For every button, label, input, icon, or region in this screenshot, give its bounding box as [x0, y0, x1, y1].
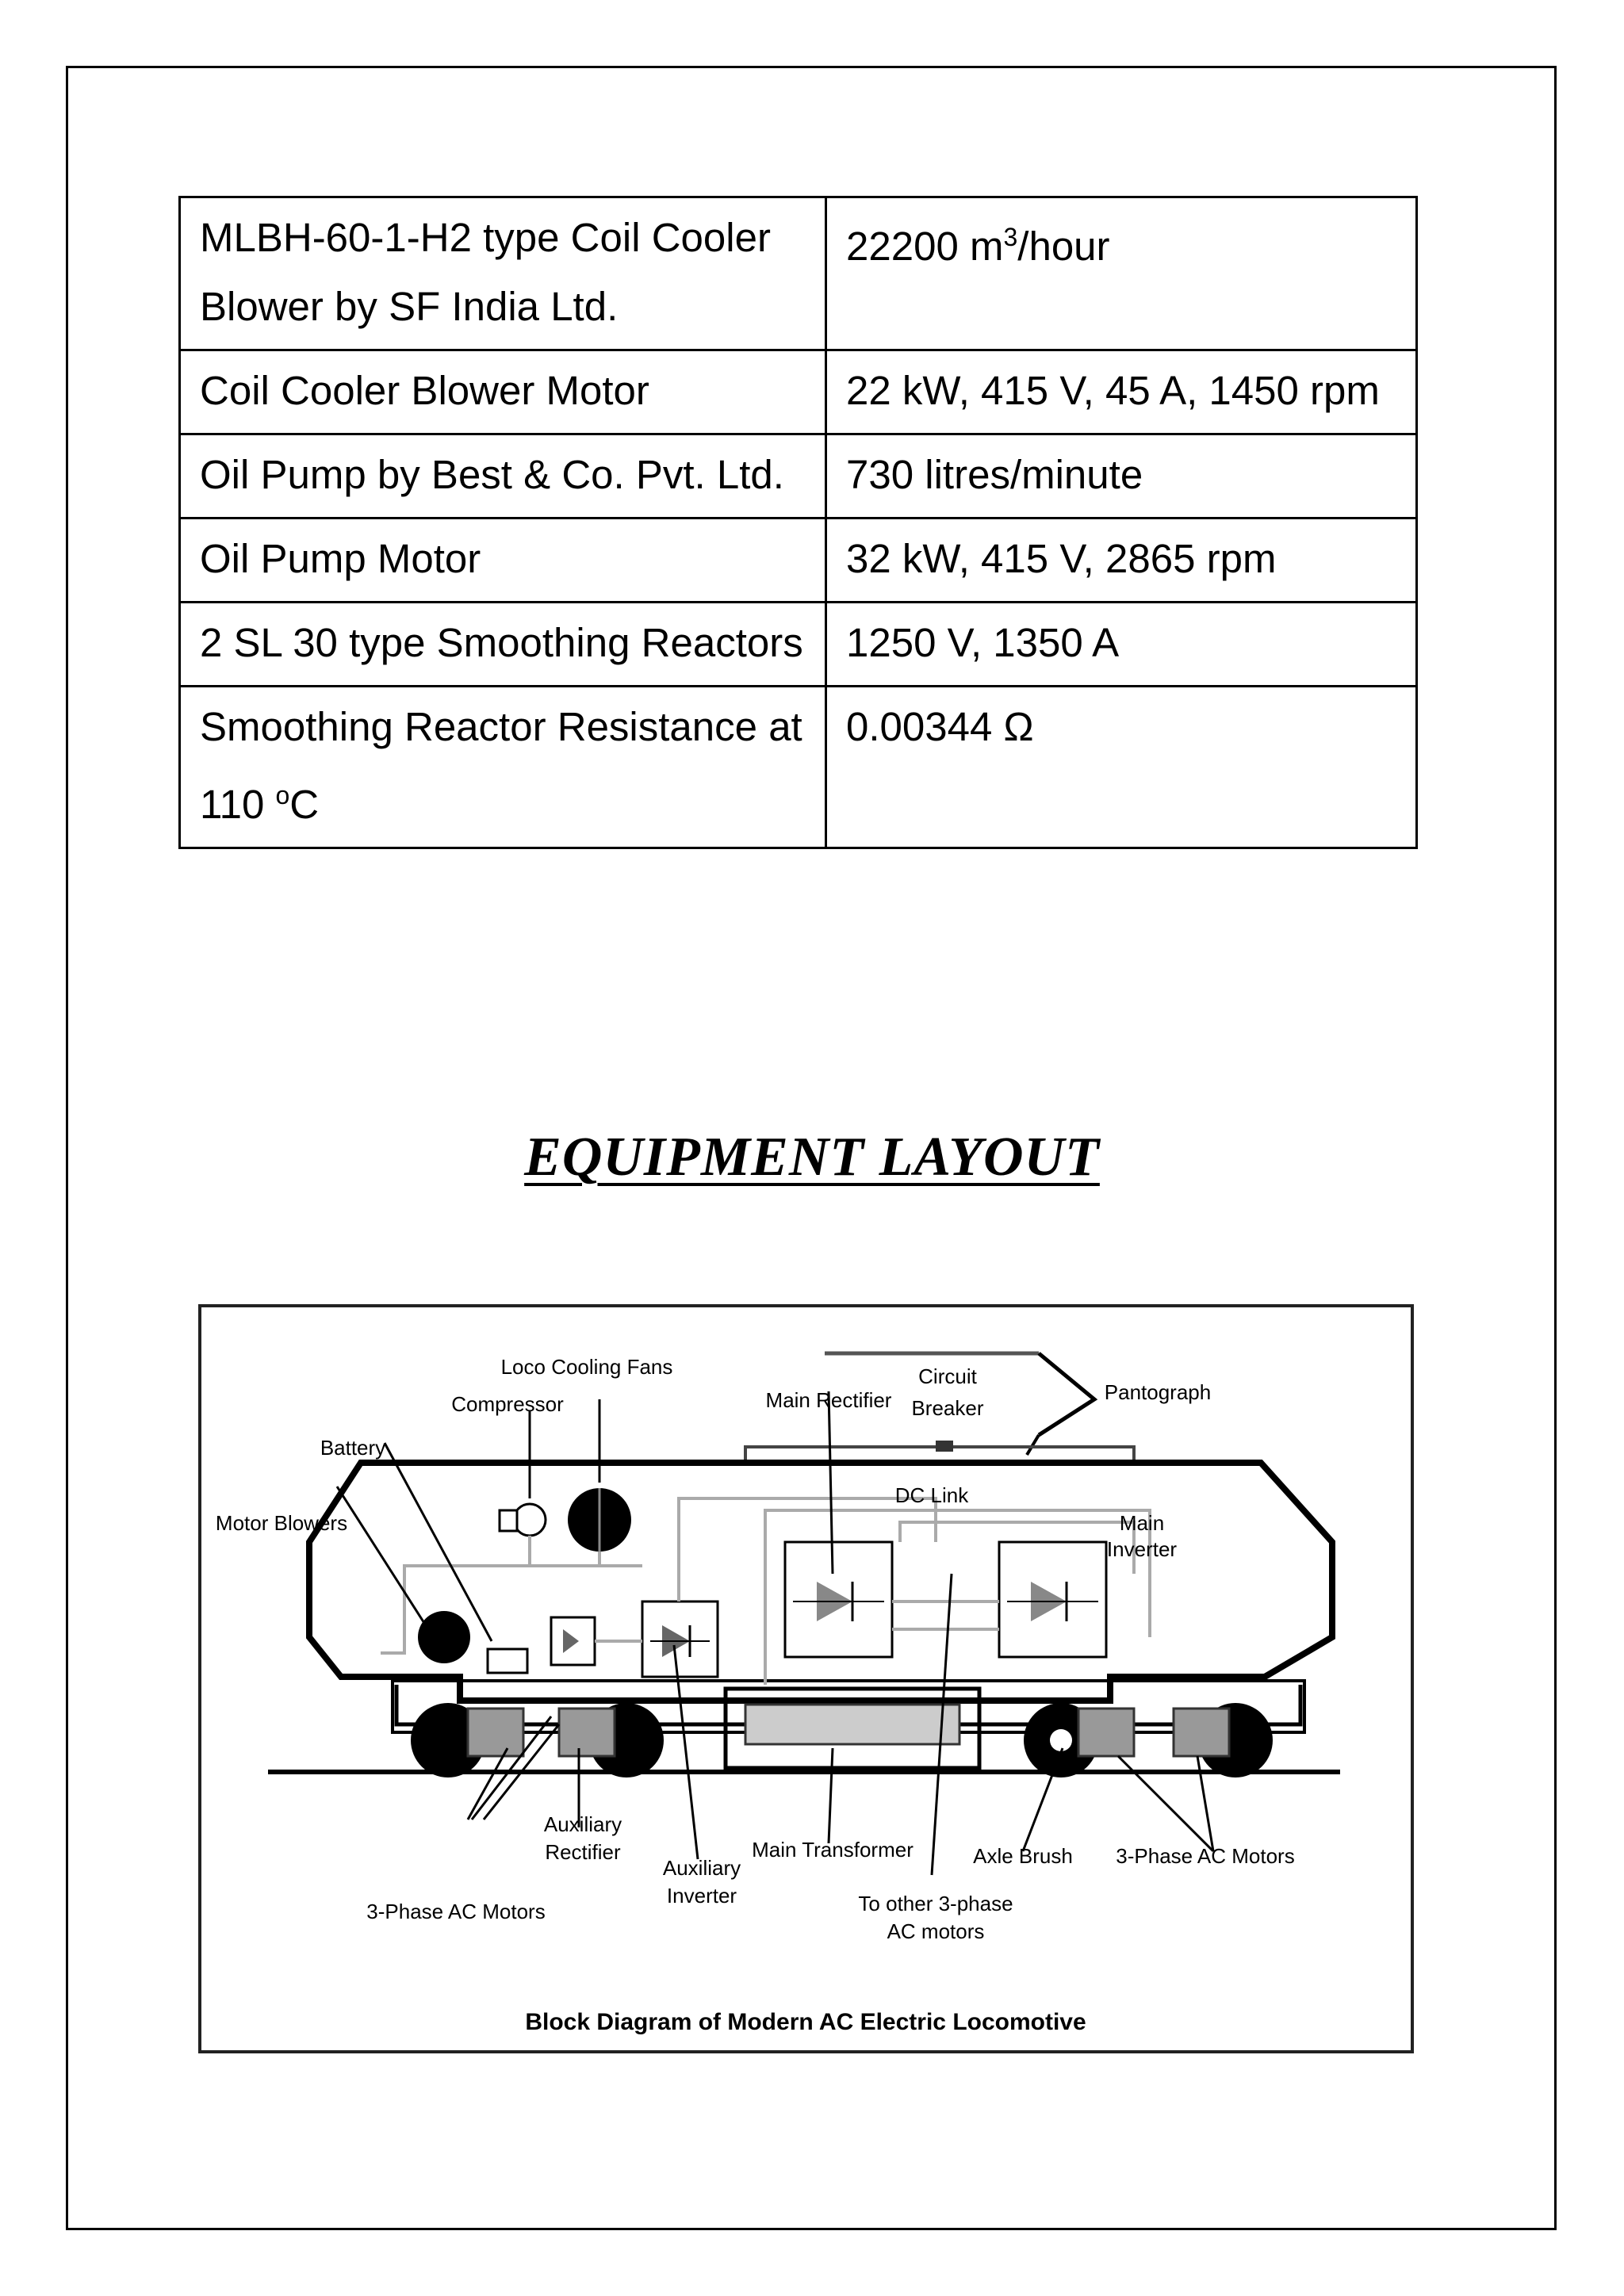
diagram-caption: Block Diagram of Modern AC Electric Locomotive	[525, 2009, 1086, 2035]
label-3-phase-ac-motors: 3-Phase AC Motors	[1116, 1844, 1295, 1868]
circuit-breaker-icon	[936, 1441, 953, 1452]
label-axle-brush: Axle Brush	[973, 1844, 1073, 1868]
label-loco-cooling-fans: Loco Cooling Fans	[500, 1355, 673, 1379]
label-main-transformer: Main Transformer	[752, 1838, 914, 1862]
label-motor-blowers: Motor Blowers	[215, 1511, 348, 1535]
table-cell-item: Smoothing Reactor Resistance at 110 $^o$C	[180, 687, 826, 848]
label-inverter: Inverter	[666, 1884, 737, 1908]
table-cell-value: 730 litres/minute	[826, 434, 1417, 519]
table-cell-value: 22200 $m^3$/hour	[826, 197, 1417, 350]
table-cell-item: Coil Cooler Blower Motor	[180, 350, 826, 434]
heading-text: EQUIPMENT LAYOUT	[524, 1127, 1100, 1188]
table-cell-item: 2 SL 30 type Smoothing Reactors	[180, 603, 826, 687]
label-pantograph: Pantograph	[1104, 1380, 1212, 1404]
locomotive-block-diagram	[198, 1304, 1414, 2053]
label-breaker: Breaker	[911, 1396, 984, 1420]
battery-icon	[488, 1649, 527, 1673]
table-row	[180, 350, 1417, 434]
label-ac-motors: AC motors	[887, 1919, 985, 1943]
table-cell-value: 32 kW, 415 V, 2865 rpm	[826, 519, 1417, 603]
table-row	[180, 687, 1417, 848]
label-circuit: Circuit	[918, 1364, 977, 1388]
spec-table	[178, 196, 1418, 849]
ac-motor-icon	[559, 1709, 615, 1756]
label-auxiliary: Auxiliary	[662, 1856, 741, 1880]
table-row	[180, 603, 1417, 687]
label-to-other-3-phase: To other 3-phase	[858, 1892, 1013, 1915]
section-heading	[0, 1126, 1624, 1189]
label-auxiliary: Auxiliary	[543, 1812, 622, 1836]
label-dc-link: DC Link	[894, 1483, 969, 1507]
table-cell-item: Oil Pump by Best & Co. Pvt. Ltd.	[180, 434, 826, 519]
table-row	[180, 197, 1417, 350]
label-battery: Battery	[320, 1436, 386, 1460]
label-main: Main	[1119, 1511, 1165, 1535]
table-row	[180, 519, 1417, 603]
table-cell-value: 0.00344 Ω	[826, 687, 1417, 848]
table-cell-item: Oil Pump Motor	[180, 519, 826, 603]
ac-motor-icon	[468, 1709, 523, 1756]
table-cell-value: 1250 V, 1350 A	[826, 603, 1417, 687]
label-3-phase-ac-motors: 3-Phase AC Motors	[366, 1900, 546, 1923]
table-cell-value: 22 kW, 415 V, 45 A, 1450 rpm	[826, 350, 1417, 434]
compressor-icon	[514, 1504, 546, 1536]
motor-blower-icon	[418, 1611, 470, 1663]
label-compressor: Compressor	[451, 1392, 564, 1416]
ac-motor-icon	[1078, 1709, 1134, 1756]
ac-motor-icon	[1174, 1709, 1229, 1756]
table-row	[180, 434, 1417, 519]
table-cell-item: MLBH-60-1-H2 type Coil Cooler Blower by SF India Ltd.	[180, 197, 826, 350]
label-rectifier: Rectifier	[545, 1840, 621, 1864]
label-inverter: Inverter	[1106, 1537, 1178, 1561]
label-main-rectifier: Main Rectifier	[765, 1388, 892, 1412]
